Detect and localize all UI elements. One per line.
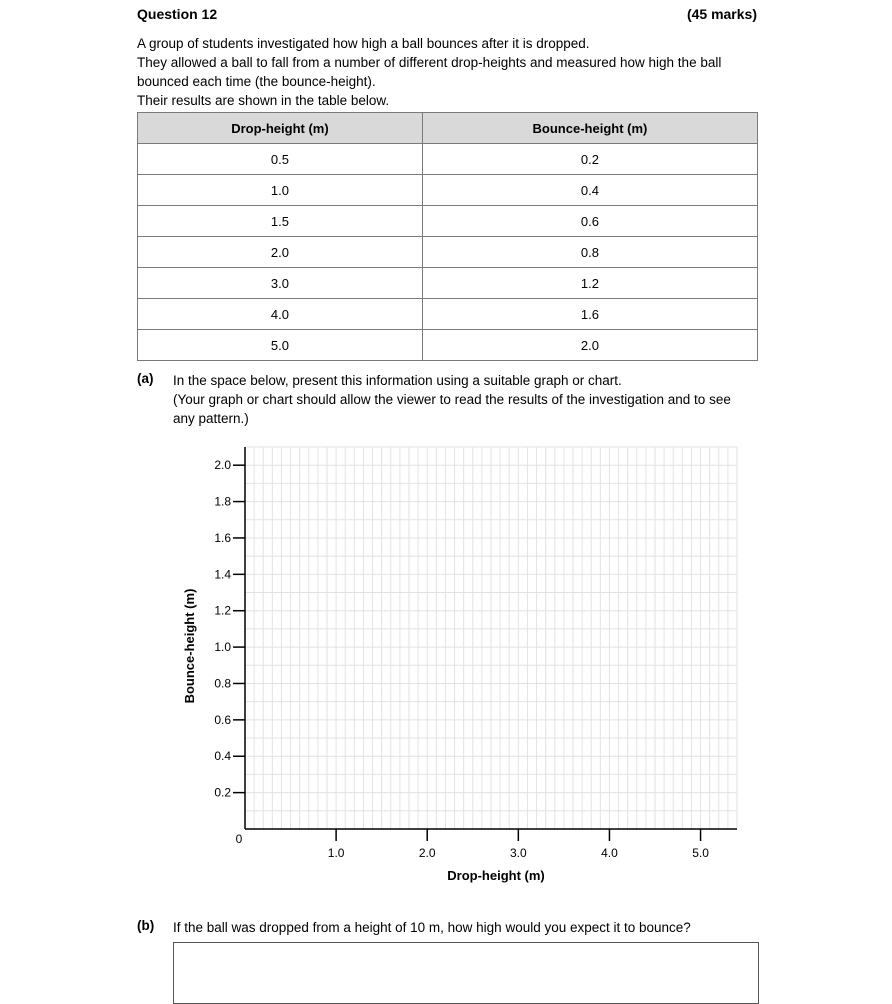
x-tick-label: 4.0	[601, 846, 618, 860]
header-drop-height: Drop-height (m)	[138, 113, 423, 144]
question-title: Question 12	[137, 6, 218, 22]
bounce-height-cell: 0.2	[422, 144, 757, 175]
graph-grid	[245, 447, 737, 829]
drop-height-cell: 1.0	[138, 175, 423, 206]
y-tick-label: 1.4	[214, 567, 231, 582]
bounce-height-cell: 0.6	[422, 206, 757, 237]
drop-height-cell: 5.0	[138, 330, 423, 361]
y-tick-label: 2.0	[214, 458, 231, 473]
x-axis-label: Drop-height (m)	[447, 868, 545, 883]
bounce-height-cell: 1.2	[422, 268, 757, 299]
x-tick-label: 1.0	[327, 846, 345, 860]
bounce-height-cell: 2.0	[422, 330, 757, 361]
question-marks: (45 marks)	[686, 6, 757, 22]
answer-box[interactable]	[173, 942, 759, 1004]
y-tick-label: 0.6	[214, 712, 231, 727]
intro-line-3: Their results are shown in the table below.	[137, 93, 390, 108]
part-b-text: If the ball was dropped from a height of 10 m, how high would you expect it to bounce?	[173, 920, 691, 935]
y-axis-label: Bounce-height (m)	[182, 588, 197, 704]
intro-line-1: A group of students investigated how high a ball bounces after it is dropped.	[137, 36, 590, 51]
graph-ticks	[214, 458, 709, 860]
bounce-height-cell: 0.4	[422, 175, 757, 206]
y-tick-label: 1.6	[214, 530, 231, 545]
drop-height-cell: 4.0	[138, 299, 423, 330]
y-tick-label: 1.8	[214, 494, 231, 509]
y-tick-label: 0.8	[214, 676, 231, 691]
drop-height-cell: 3.0	[138, 268, 423, 299]
drop-height-cell: 2.0	[138, 237, 423, 268]
part-b-label: (b)	[137, 918, 155, 933]
header-bounce-height: Bounce-height (m)	[422, 113, 757, 144]
drop-height-cell: 1.5	[138, 206, 423, 237]
intro-line-2: They allowed a ball to fall from a number of different drop-heights and measured how high the ball bounced each time (the bounce-height).	[137, 55, 722, 89]
x-tick-label: 3.0	[509, 846, 527, 860]
bounce-height-cell: 0.8	[422, 237, 757, 268]
y-tick-label: 1.2	[214, 603, 231, 618]
bounce-height-cell: 1.6	[422, 299, 757, 330]
drop-height-cell: 0.5	[138, 144, 423, 175]
x-tick-label: 5.0	[692, 846, 709, 860]
y-tick-label: 0.2	[214, 785, 231, 800]
y-tick-label: 0.4	[214, 749, 231, 764]
origin-label: 0	[235, 832, 243, 846]
x-tick-label: 2.0	[418, 846, 436, 860]
part-a-line-1: In the space below, present this information using a suitable graph or chart.	[173, 373, 622, 388]
y-tick-label: 1.0	[214, 640, 231, 655]
part-a-label: (a)	[137, 371, 154, 386]
part-a-line-2: (Your graph or chart should allow the viewer to read the results of the investigation and to see any pattern.)	[173, 392, 731, 426]
